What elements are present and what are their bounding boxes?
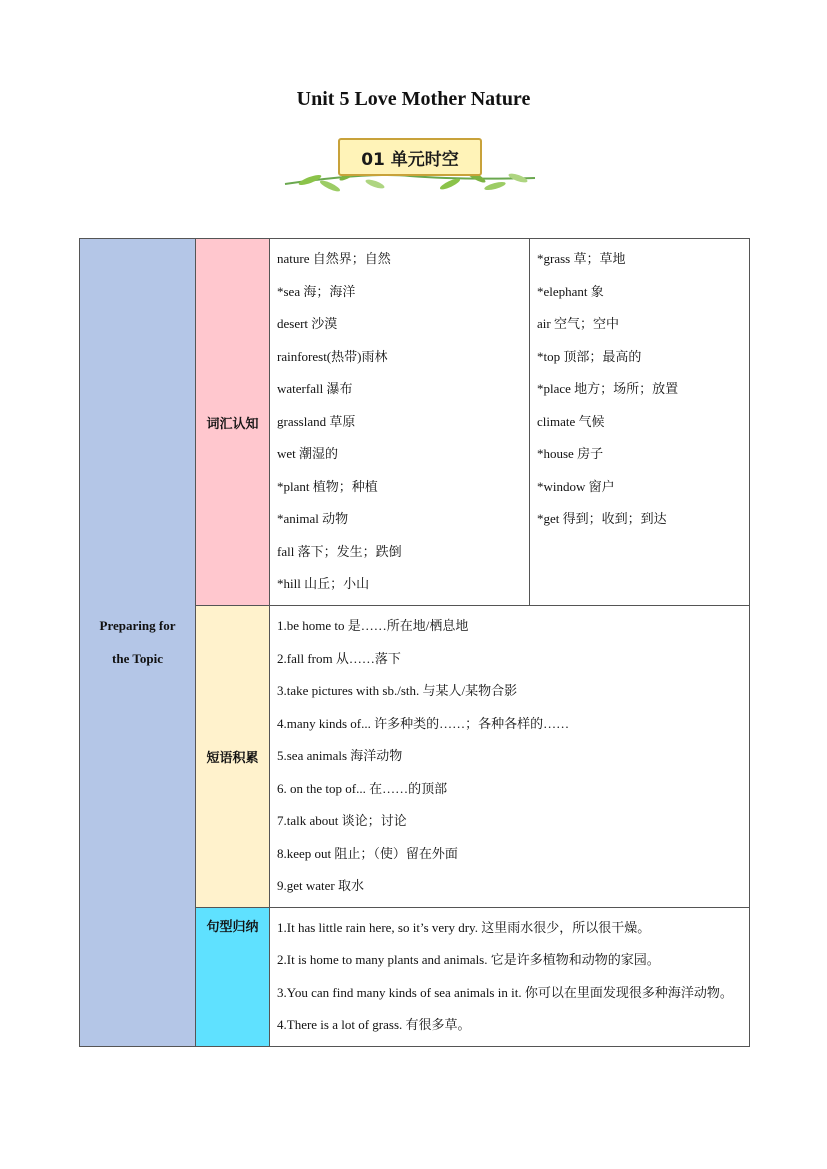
vocab-item: *elephant 象 xyxy=(537,283,604,299)
vocab-item: waterfall 瀑布 xyxy=(277,381,353,396)
vocab-item: climate 气候 xyxy=(537,413,605,429)
vocab-item: *sea 海；海洋 xyxy=(277,283,356,299)
banner-label: 01 单元时空 xyxy=(338,138,482,176)
vocab-item: rainforest(热带)雨林 xyxy=(277,348,388,364)
sentence-item: 3.You can find many kinds of sea animals in it. 你可以在里面发现很多种海洋动物。 xyxy=(277,984,733,1000)
phrase-category: 短语积累 xyxy=(196,606,270,908)
sentence-item: 2.It is home to many plants and animals. 它是许多植物和动物的家园。 xyxy=(277,952,660,967)
phrase-item: 8.keep out 阻止；（使）留在外面 xyxy=(277,845,458,861)
phrase-item: 9.get water 取水 xyxy=(277,878,365,893)
topic-cell xyxy=(80,239,196,1047)
vocab-item: wet 潮湿的 xyxy=(277,446,339,461)
phrase-item: 6. on the top of... 在……的顶部 xyxy=(277,780,448,796)
phrase-item: 3.take pictures with sb./sth. 与某人/某物合影 xyxy=(277,683,518,698)
phrase-item: 1.be home to 是……所在地/栖息地 xyxy=(277,618,469,633)
vocab-item: air 空气；空中 xyxy=(537,316,619,331)
phrase-item: 2.fall from 从……落下 xyxy=(277,650,401,666)
vocab-item: *top 顶部；最高的 xyxy=(537,348,642,364)
phrase-item: 5.sea animals 海洋动物 xyxy=(277,748,403,763)
vocab-left-list xyxy=(270,239,530,606)
vocab-category: 词汇认知 xyxy=(196,239,270,606)
vocab-item: *hill 山丘；小山 xyxy=(277,576,370,591)
phrase-item: 4.many kinds of... 许多种类的……；各种各样的…… xyxy=(277,715,570,731)
vocab-item: grassland 草原 xyxy=(277,413,356,429)
vocab-item: *window 窗户 xyxy=(537,478,615,494)
phrase-item: 7.talk about 谈论；讨论 xyxy=(277,813,407,828)
phrase-list xyxy=(270,606,750,908)
vocab-item: *house 房子 xyxy=(537,446,604,461)
section-banner xyxy=(280,132,540,200)
vocab-item: desert 沙漠 xyxy=(277,316,338,331)
vocab-item: fall 落下；发生；跌倒 xyxy=(277,543,402,559)
topic-line-1: Preparing for xyxy=(99,618,176,634)
vocab-item: *plant 植物；种植 xyxy=(277,478,378,494)
vocab-item: *get 得到；收到；到达 xyxy=(537,511,667,526)
sentence-list xyxy=(270,907,750,1046)
sentence-category: 句型归纳 xyxy=(196,907,270,1046)
vocab-item: *animal 动物 xyxy=(277,511,349,526)
vocab-item: *place 地方；场所；放置 xyxy=(537,381,679,396)
vocab-item: *grass 草；草地 xyxy=(537,251,626,266)
topic-line-2: the Topic xyxy=(112,651,163,667)
vocab-item: nature 自然界；自然 xyxy=(277,251,391,266)
sentence-item: 4.There is a lot of grass. 有很多草。 xyxy=(277,1017,471,1032)
sentence-item: 1.It has little rain here, so it’s very dry. 这里雨水很少，所以很干燥。 xyxy=(277,919,651,935)
page-title: Unit 5 Love Mother Nature xyxy=(296,88,531,110)
unit-table xyxy=(79,238,750,1047)
vocab-right-list xyxy=(530,239,750,606)
